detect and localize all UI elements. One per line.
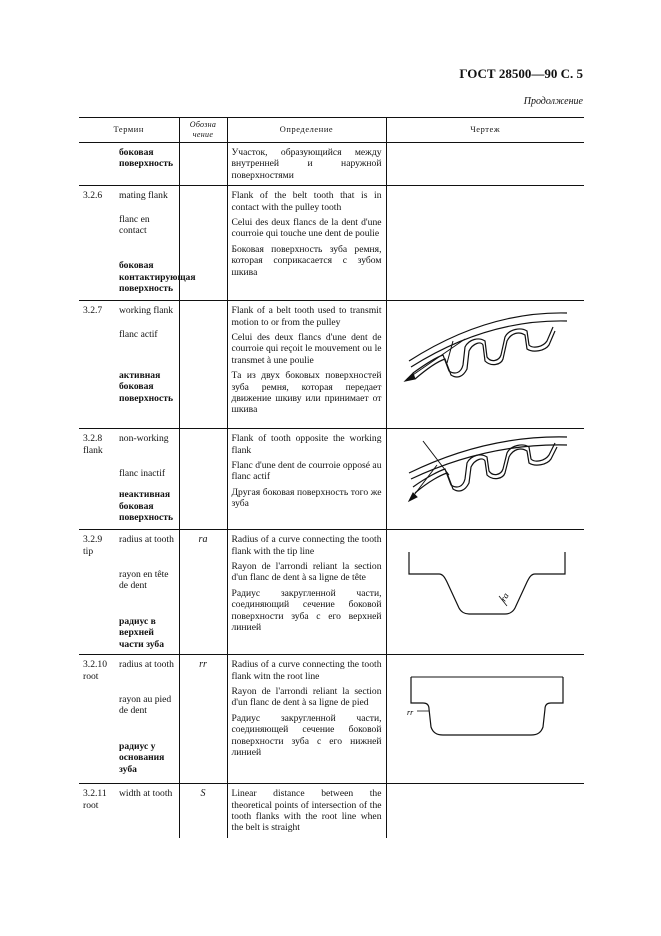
working-flank-drawing <box>387 301 585 428</box>
term-en: radius at tooth tip <box>83 534 174 557</box>
definition-ru: Радиус закругленной части, соединяющий сечение боковой поверхности зуба с его верхней линией <box>231 587 382 634</box>
term-ru: боковая контактирующая поверхность <box>119 260 196 295</box>
definition-en: Radius of a curve connecting the tooth flank with the tip line <box>231 534 382 557</box>
definition: Участок, образующийся между внутренней и наружной поверхностями <box>231 147 382 181</box>
symbol <box>179 301 227 429</box>
non-working-flank-drawing <box>387 429 585 529</box>
term-ru: боковая поверхность <box>119 147 174 170</box>
symbol <box>179 429 227 530</box>
term-ru: неактивная боковая поверхность <box>119 489 174 524</box>
term-number: 3.2.7 <box>83 305 103 317</box>
definition-en: Radius of a curve connecting the tooth flank witn the root line <box>231 659 382 682</box>
definition-fr: Rayon de l'arrondi reliant la section d'un flanc de dent à sa ligne de tête <box>231 561 382 584</box>
definition-fr: Celui des deux flancs de la dent d'une courroie qui touche une dent de poulie <box>231 217 382 240</box>
definition-en: Flank of the belt tooth that is in contact with the pulley tooth <box>231 190 382 213</box>
root-radius-label: rr <box>406 708 413 718</box>
definition-ru: Радиус закругленной части, соединяющей сечение боковой поверхности зуба с его нижней линией <box>231 712 382 759</box>
term-number: 3.2.9 <box>83 534 103 546</box>
table-row <box>79 784 584 838</box>
table-row <box>79 186 584 301</box>
table-row <box>79 530 584 655</box>
table-row <box>79 143 584 186</box>
term-fr: rayon en tête de dent <box>119 569 169 592</box>
term-en: radius at tooth root <box>83 659 174 682</box>
col-term: Термин <box>79 118 179 143</box>
col-drawing: Чертеж <box>386 118 584 143</box>
term-ru: активная боковая поверхность <box>119 370 174 404</box>
term-ru: радиус у основания зуба <box>119 740 165 775</box>
continuation-label: Продолжение <box>523 96 583 107</box>
term-fr: flanc inactif <box>119 468 166 480</box>
term-en: mating flank <box>119 190 168 202</box>
tooth-root-radius-drawing <box>387 655 585 783</box>
table-row <box>79 429 584 530</box>
symbol <box>179 186 227 301</box>
term-number: 3.2.10 <box>83 659 107 671</box>
term-en: non-working flank <box>83 433 169 456</box>
definition-ru: Боковая поверхность зуба ремня, которая соприкасается с зубом шкива <box>231 243 382 278</box>
definition-en: Linear distance between the theoretical points of intersection of the tooth flanks with the root line when the belt is straight <box>231 788 382 834</box>
term-fr: rayon au pied de dent <box>119 694 172 717</box>
definition-en: Flank of a belt tooth used to transmit motion to or from the pulley <box>231 305 382 328</box>
tip-radius-label: ra <box>497 591 511 604</box>
term-number: 3.2.8 <box>83 433 103 445</box>
tooth-tip-radius-drawing <box>387 530 585 654</box>
symbol: S <box>179 784 227 838</box>
definition-ru: Другая боковая поверхность того же зуба <box>231 486 382 510</box>
definition-fr: Celui des deux flancs d'une dent de courroie qui reçoit le mouvement ou le transmet à une poulie <box>231 332 382 366</box>
definition-en: Flank of tooth opposite the working flank <box>231 433 382 456</box>
term-en: working flank <box>119 305 174 317</box>
page-header: ГОСТ 28500—90 С. 5 <box>459 66 583 81</box>
symbol: ra <box>179 530 227 655</box>
symbol: rr <box>179 655 227 784</box>
term-ru: радиус в верхней части зуба <box>119 615 165 650</box>
col-definition: Определение <box>227 118 386 143</box>
definition-ru: Та из двух боковых поверхностей зуба ремня, которая передает движение шкиву или принимает от шкива <box>231 370 382 416</box>
symbol <box>179 143 227 186</box>
table-row <box>79 655 584 784</box>
definition-fr: Flanc d'une dent de courroie opposé au flanc actif <box>231 460 382 483</box>
terms-table <box>79 117 584 838</box>
col-symbol: Обозна чение <box>179 118 227 143</box>
definition-fr: Rayon de l'arrondi reliant la section d'un flanc de dent à sa ligne de pied <box>231 686 382 709</box>
table-row <box>79 301 584 429</box>
term-fr: flanc actif <box>119 328 158 340</box>
term-fr: flanc en contact <box>119 213 150 237</box>
term-number: 3.2.11 <box>83 788 107 800</box>
term-number: 3.2.6 <box>83 190 103 202</box>
term-en: width at tooth root <box>83 788 173 811</box>
